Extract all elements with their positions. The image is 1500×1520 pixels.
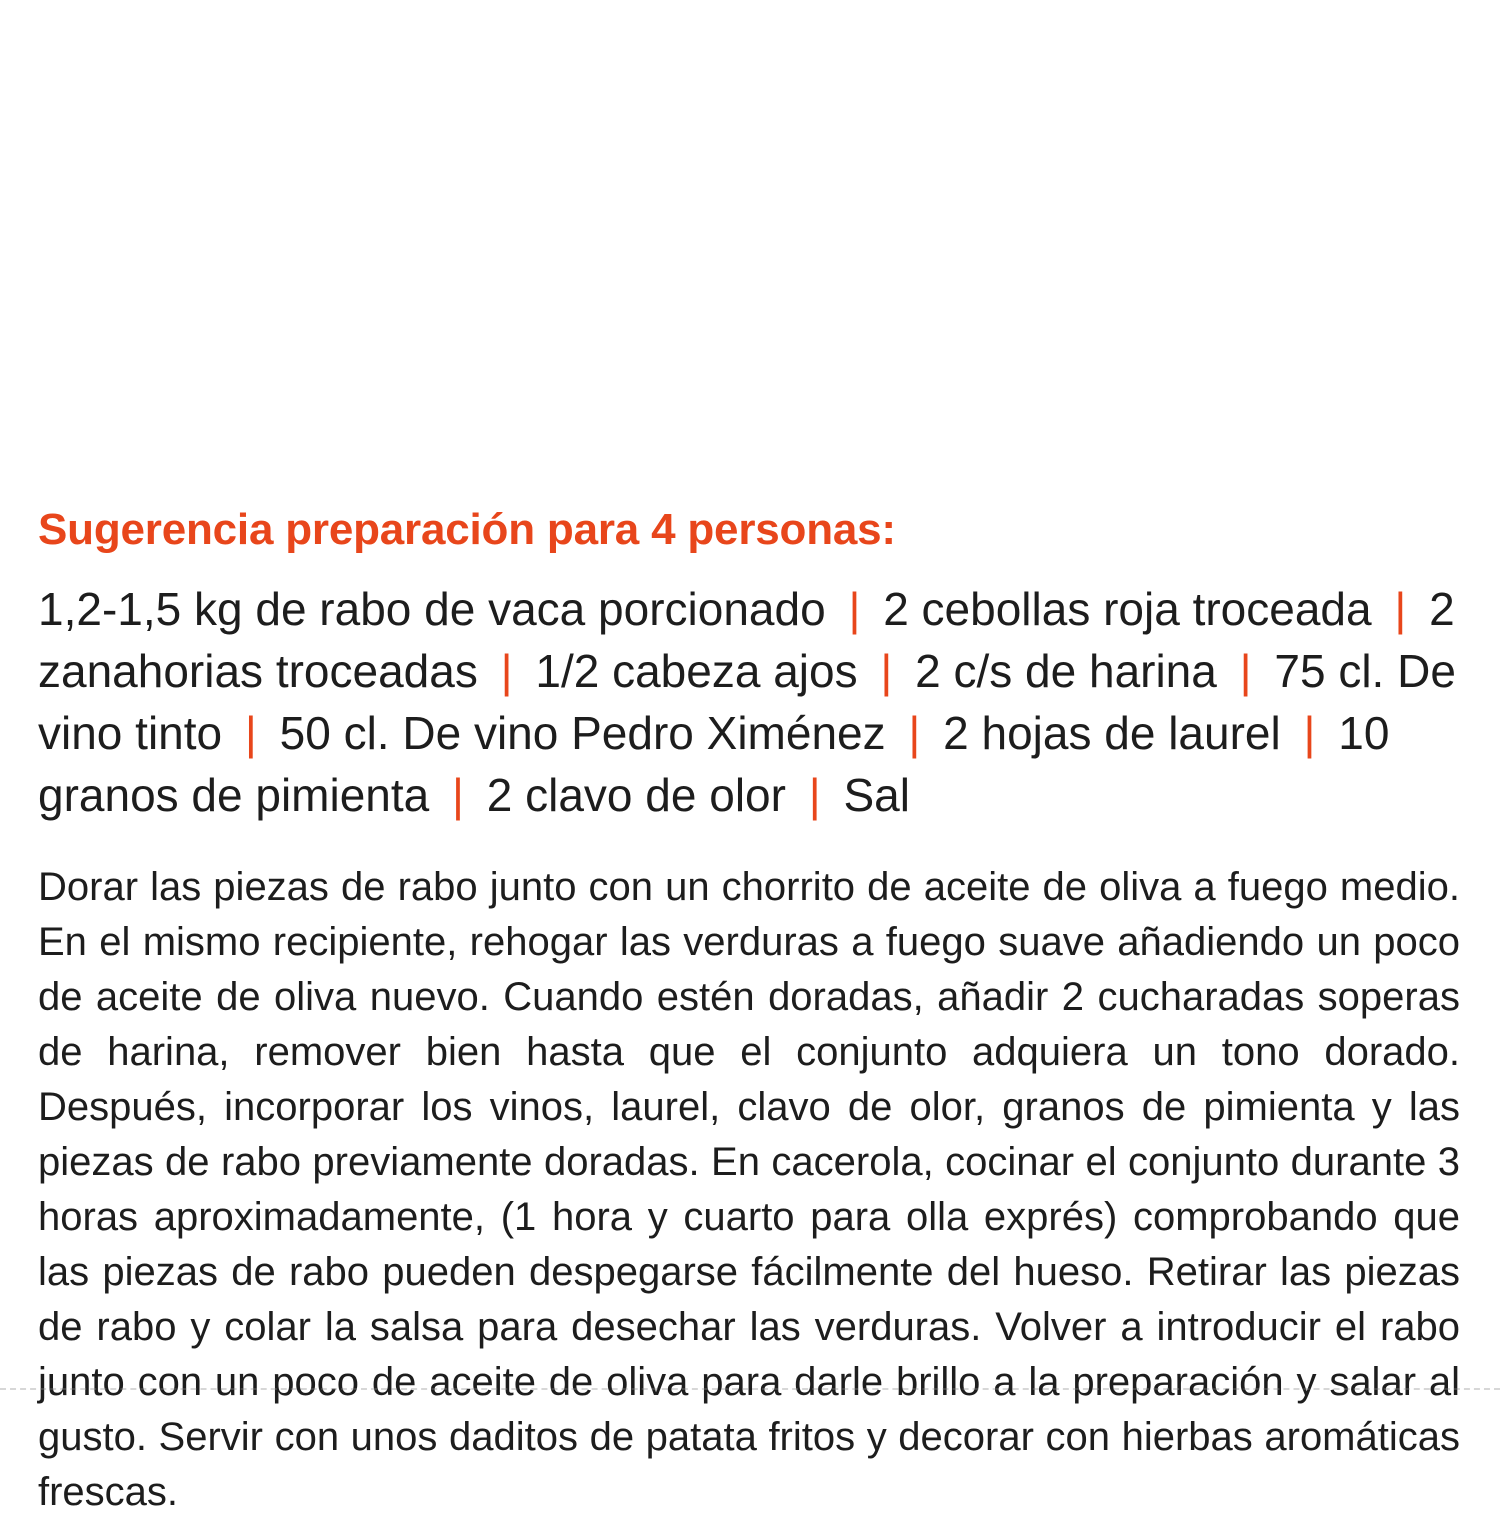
ingredient-separator: | (908, 707, 921, 759)
ingredient-item: Sal (843, 769, 910, 821)
ingredient-separator: | (1394, 583, 1407, 635)
ingredient-separator: | (808, 769, 821, 821)
recipe-content (38, 500, 1460, 1520)
ingredient-item: 50 cl. De vino Pedro Ximénez (279, 707, 886, 759)
ingredient-item: 10 granos de pimienta (38, 707, 1390, 821)
ingredient-separator: | (244, 707, 257, 759)
recipe-heading: Sugerencia preparación para 4 personas: (38, 505, 896, 554)
ingredient-separator: | (880, 645, 893, 697)
ingredient-item: 2 hojas de laurel (943, 707, 1281, 759)
ingredient-separator: | (1303, 707, 1316, 759)
ingredient-item: 1,2-1,5 kg de rabo de vaca porcionado (38, 583, 826, 635)
ingredients-list (38, 578, 1460, 826)
ingredient-item: 2 cebollas roja troceada (883, 583, 1372, 635)
ingredient-separator: | (848, 583, 861, 635)
ingredient-item: 2 c/s de harina (915, 645, 1217, 697)
ingredient-item: 75 cl. De vino tinto (38, 645, 1456, 759)
ingredient-item: 2 clavo de olor (486, 769, 786, 821)
ingredient-item: 2 zanahorias troceadas (38, 583, 1455, 697)
ingredient-separator: | (500, 645, 513, 697)
ingredient-item: 1/2 cabeza ajos (535, 645, 858, 697)
package-fold-line (0, 1388, 1500, 1390)
ingredient-separator: | (452, 769, 464, 821)
preparation-instructions: Dorar las piezas de rabo junto con un chorrito de aceite de oliva a fuego medio. En el mismo recipiente, rehogar las verduras a fuego suave añadiendo un poco de aceite de oliva nuevo. Cuando estén doradas, añadir 2 cucharadas soperas de harina, remover bien hasta que el conjunto adquiera un tono dorado. Después, incorporar los vinos, laurel, clavo de olor, granos de pimienta y las piezas de rabo previamente doradas. En cacerola, cocinar el conjunto durante 3 horas aproximadamente, (1 hora y cuarto para olla exprés) comprobando que las piezas de rabo pueden despegarse fácilmente del hueso. Retirar las piezas de rabo y colar la salsa para desechar las verduras. Volver a introducir el rabo junto con un poco de aceite de oliva para darle brillo a la preparación y salar al gusto. Servir con unos daditos de patata fritos y decorar con hierbas aromáticas frescas. (38, 865, 1460, 1514)
ingredient-separator: | (1239, 645, 1252, 697)
